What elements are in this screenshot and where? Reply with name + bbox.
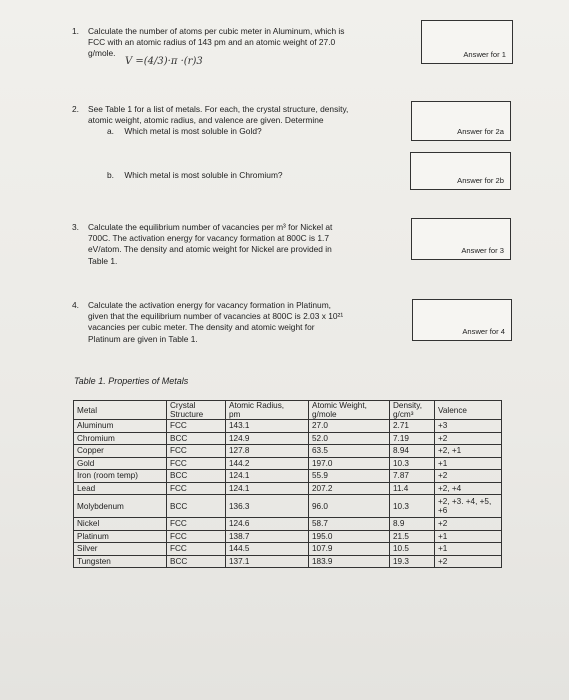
table-cell: Tungsten bbox=[74, 555, 167, 568]
table-cell: 124.1 bbox=[226, 470, 309, 483]
answer-box-3[interactable] bbox=[411, 218, 511, 260]
header-crystal-structure: Crystal Structure bbox=[167, 401, 226, 420]
table-cell: FCC bbox=[167, 457, 226, 470]
table-cell: Gold bbox=[74, 457, 167, 470]
answer-label: Answer for 2b bbox=[457, 176, 504, 185]
table-cell: 58.7 bbox=[309, 518, 390, 531]
answer-box-2a[interactable] bbox=[411, 101, 511, 141]
answer-label: Answer for 3 bbox=[461, 246, 504, 255]
properties-table bbox=[73, 400, 502, 568]
table-cell: 11.4 bbox=[390, 482, 435, 495]
question-line: See Table 1 for a list of metals. For each, the crystal structure, density, bbox=[88, 104, 349, 114]
table-cell: 10.3 bbox=[390, 495, 435, 518]
answer-box-4[interactable] bbox=[412, 299, 512, 341]
table-cell: 7.19 bbox=[390, 432, 435, 445]
table-cell: 183.9 bbox=[309, 555, 390, 568]
table-row bbox=[74, 495, 502, 518]
question-text bbox=[88, 26, 344, 60]
table-cell: +1 bbox=[435, 530, 502, 543]
part-text: Which metal is most soluble in Chromium? bbox=[124, 170, 283, 180]
table-cell: FCC bbox=[167, 518, 226, 531]
table-cell: 127.8 bbox=[226, 445, 309, 458]
table-cell: Iron (room temp) bbox=[74, 470, 167, 483]
table-cell: 124.1 bbox=[226, 482, 309, 495]
table-cell: 144.2 bbox=[226, 457, 309, 470]
table-cell: +2, +1 bbox=[435, 445, 502, 458]
question-line: FCC with an atomic radius of 143 pm and an atomic weight of 27.0 bbox=[88, 37, 336, 48]
answer-label: Answer for 2a bbox=[457, 127, 504, 136]
table-cell: +2, +3. +4, +5, +6 bbox=[435, 495, 502, 518]
table-row bbox=[74, 482, 502, 495]
table-cell: 55.9 bbox=[309, 470, 390, 483]
question-3 bbox=[72, 222, 412, 270]
table-cell: 197.0 bbox=[309, 457, 390, 470]
question-line: Table 1. bbox=[88, 255, 118, 266]
table-cell: FCC bbox=[167, 543, 226, 556]
table-cell: 19.3 bbox=[390, 555, 435, 568]
header-density: Density, g/cm³ bbox=[390, 401, 435, 420]
part-label: b. bbox=[107, 170, 114, 180]
table-cell: 21.5 bbox=[390, 530, 435, 543]
answer-box-1[interactable] bbox=[421, 20, 513, 64]
question-4 bbox=[72, 300, 412, 348]
table-cell: Copper bbox=[74, 445, 167, 458]
table-cell: 143.1 bbox=[226, 420, 309, 433]
table-cell: +2 bbox=[435, 555, 502, 568]
table-row bbox=[74, 555, 502, 568]
table-cell: FCC bbox=[167, 482, 226, 495]
table-cell: 136.3 bbox=[226, 495, 309, 518]
table-row bbox=[74, 530, 502, 543]
table-cell: BCC bbox=[167, 470, 226, 483]
handwritten-formula: V =(4/3)·π ·(r)3 bbox=[125, 56, 203, 67]
table-cell: 137.1 bbox=[226, 555, 309, 568]
table-cell: +3 bbox=[435, 420, 502, 433]
table-cell: 63.5 bbox=[309, 445, 390, 458]
table-cell: 195.0 bbox=[309, 530, 390, 543]
table-cell: +2 bbox=[435, 518, 502, 531]
table-cell: +2 bbox=[435, 470, 502, 483]
table-cell: FCC bbox=[167, 420, 226, 433]
table-cell: 10.5 bbox=[390, 543, 435, 556]
table-header-row bbox=[74, 401, 502, 420]
question-line: atomic weight, atomic radius, and valence are given. Determine bbox=[88, 115, 324, 126]
answer-box-2b[interactable] bbox=[410, 152, 511, 190]
answer-label: Answer for 4 bbox=[462, 327, 505, 336]
question-text bbox=[88, 222, 332, 267]
table-cell: 10.3 bbox=[390, 457, 435, 470]
table-cell: FCC bbox=[167, 530, 226, 543]
table-row bbox=[74, 518, 502, 531]
question-text bbox=[88, 104, 348, 126]
table-cell: Chromium bbox=[74, 432, 167, 445]
table-cell: 124.9 bbox=[226, 432, 309, 445]
part-text: Which metal is most soluble in Gold? bbox=[124, 126, 262, 136]
question-line: Calculate the number of atoms per cubic meter in Aluminum, which is bbox=[88, 26, 345, 36]
table-row bbox=[74, 543, 502, 556]
table-caption: Table 1. Properties of Metals bbox=[74, 376, 189, 386]
table-cell: Lead bbox=[74, 482, 167, 495]
question-number: 1. bbox=[72, 26, 79, 36]
question-line: Calculate the activation energy for vacancy formation in Platinum, bbox=[88, 300, 331, 310]
table-cell: BCC bbox=[167, 432, 226, 445]
question-line: given that the equilibrium number of vacancies at 800C is 2.03 x 10²¹ bbox=[88, 311, 344, 322]
table-cell: 52.0 bbox=[309, 432, 390, 445]
question-1 bbox=[72, 26, 412, 66]
table-cell: 124.6 bbox=[226, 518, 309, 531]
question-number: 2. bbox=[72, 104, 79, 114]
header-metal: Metal bbox=[74, 401, 167, 420]
question-2a bbox=[107, 126, 262, 137]
question-line: Platinum are given in Table 1. bbox=[88, 333, 198, 344]
table-cell: 8.94 bbox=[390, 445, 435, 458]
table-cell: Aluminum bbox=[74, 420, 167, 433]
table-cell: 207.2 bbox=[309, 482, 390, 495]
table-cell: Nickel bbox=[74, 518, 167, 531]
table-cell: 7.87 bbox=[390, 470, 435, 483]
table-cell: Silver bbox=[74, 543, 167, 556]
table-cell: 2.71 bbox=[390, 420, 435, 433]
table-cell: 138.7 bbox=[226, 530, 309, 543]
table-cell: +2 bbox=[435, 432, 502, 445]
question-line: g/mole. bbox=[88, 48, 116, 59]
question-line: 700C. The activation energy for vacancy formation at 800C is 1.7 bbox=[88, 233, 329, 244]
table-cell: FCC bbox=[167, 445, 226, 458]
table-row bbox=[74, 457, 502, 470]
table-cell: Molybdenum bbox=[74, 495, 167, 518]
header-atomic-radius: Atomic Radius, pm bbox=[226, 401, 309, 420]
answer-label: Answer for 1 bbox=[463, 50, 506, 59]
question-number: 3. bbox=[72, 222, 79, 232]
question-line: vacancies per cubic meter. The density and atomic weight for bbox=[88, 322, 315, 333]
table-cell: 144.5 bbox=[226, 543, 309, 556]
question-line: eV/atom. The density and atomic weight for Nickel are provided in bbox=[88, 244, 332, 255]
question-2b bbox=[107, 170, 283, 181]
question-number: 4. bbox=[72, 300, 79, 310]
question-line: Calculate the equilibrium number of vacancies per m³ for Nickel at bbox=[88, 222, 333, 232]
header-valence: Valence bbox=[435, 401, 502, 420]
table-cell: +1 bbox=[435, 457, 502, 470]
table-cell: Platinum bbox=[74, 530, 167, 543]
table-row bbox=[74, 470, 502, 483]
table-row bbox=[74, 420, 502, 433]
header-atomic-weight: Atomic Weight, g/mole bbox=[309, 401, 390, 420]
table-cell: +2, +4 bbox=[435, 482, 502, 495]
table-cell: BCC bbox=[167, 555, 226, 568]
table-cell: +1 bbox=[435, 543, 502, 556]
part-label: a. bbox=[107, 126, 114, 136]
table-cell: 27.0 bbox=[309, 420, 390, 433]
question-2 bbox=[72, 104, 412, 128]
question-text bbox=[88, 300, 343, 345]
table-cell: 107.9 bbox=[309, 543, 390, 556]
table-cell: 96.0 bbox=[309, 495, 390, 518]
table-row bbox=[74, 432, 502, 445]
table-cell: BCC bbox=[167, 495, 226, 518]
table-cell: 8.9 bbox=[390, 518, 435, 531]
table-row bbox=[74, 445, 502, 458]
